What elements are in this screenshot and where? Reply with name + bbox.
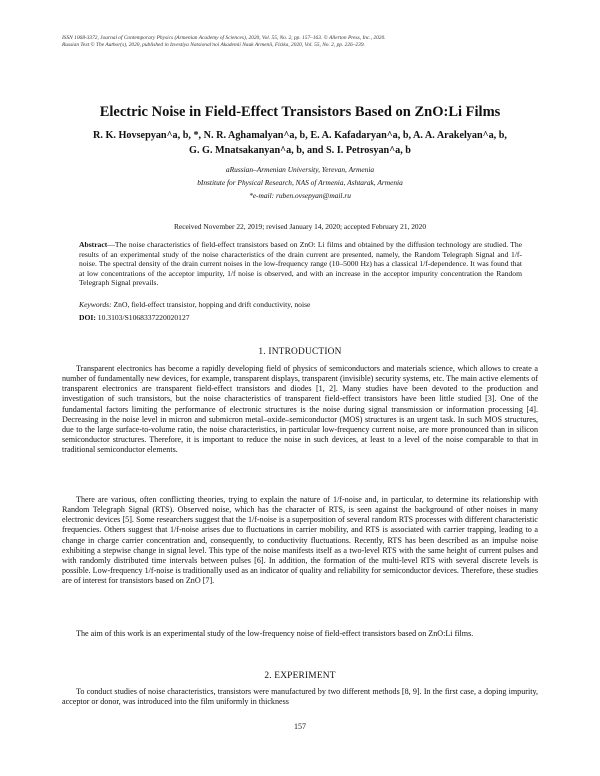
section-title-experiment: 2. EXPERIMENT (264, 671, 336, 681)
affiliation-b: bInstitute for Physical Research, NAS of Armenia, Ashtarak, Armenia (197, 178, 403, 187)
affiliation-a: aRussian–Armenian University, Yerevan, Armenia (225, 165, 375, 174)
paper-title: Electric Noise in Field-Effect Transistors Based on ZnO:Li Films (99, 104, 501, 120)
abstract (79, 240, 522, 288)
received-dates: Received November 22, 2019; revised January 14, 2020; accepted February 21, 2020 (173, 222, 427, 231)
section-title-introduction: 1. INTRODUCTION (258, 347, 342, 357)
intro-paragraph-3: The aim of this work is an experimental study of the low-frequency noise of field-effect transistors based on ZnO:Li films. (76, 629, 474, 638)
intro-paragraph-1: Transparent electronics has become a rapidly developing field of physics of semiconductors and materials science, which allows to create a number of fundamentally new devices, for example, transparent displays, transparent (invisible) security systems, etc. The main active elements of transparent electronics are transparent field-effect transistors and diodes [1, 2]. Many studies have been devoted to the production and investigation of such transistors, but the noise characteristics of transparent field-effect transistors have been little studied [3]. One of the fundamental factors limiting the performance of electronic structures is the noise during signal transmission or information processing [4]. Decreasing in the noise level in micron and submicron metal–oxide–semiconductor (MOS) structures is an urgent task. In such MOS structures, due to the large surface-to-volume ratio, the noise characteristics, in particular low-frequency current noise, are more pronounced than in silicon semiconductor structures. Therefore, it is important to reduce the noise in such devices, at least to a level of the noise comparable to that in traditional semiconductor elements. (62, 364, 538, 455)
author-line-1: R. K. Hovsepyan^a, b, *, N. R. Aghamalyan^a, b, E. A. Kafadaryan^a, b, A. A. Arakelyan^a, b, (93, 130, 507, 141)
abstract-text: —The noise characteristics of field-effect transistors based on ZnO: Li films and obtained by the diffusion technology are studied. The results of an experimental study of the noise characteristics of the drain current are presented, namely, the Random Telegraph Signal and 1/f-noise. The spectral density of the drain current noises in the low-frequency range (10–5000 Hz) has a classical 1/f-dependence. It was found that at low concentrations of the acceptor impurity, 1/f noise is observed, and with an increase in the acceptor impurity concentration the Random Telegraph Signal prevails. (79, 240, 522, 288)
doi-label: DOI: (79, 313, 96, 322)
corresponding-email: *e-mail: ruben.ovsepyan@mail.ru (249, 191, 351, 200)
abstract-label: Abstract (79, 240, 108, 249)
journal-header-line-1: ISSN 1068-3372, Journal of Contemporary Physics (Armenian Academy of Sciences), 2020, Vol. 55, No. 2, pp. 157–163. © Allerton Press, Inc., 2020. (62, 35, 386, 41)
author-line-2: G. G. Mnatsakanyan^a, b, and S. I. Petrosyan^a, b (189, 145, 411, 156)
keywords-text: ZnO, field-effect transistor, hopping and drift conductivity, noise (113, 300, 311, 309)
experiment-paragraph-1: To conduct studies of noise characteristics, transistors were manufactured by two different methods [8, 9]. In the first case, a doping impurity, acceptor or donor, was introduced into the film uniformly in thickness (62, 687, 538, 707)
page-number: 157 (294, 722, 306, 731)
intro-paragraph-2: There are various, often conflicting theories, trying to explain the nature of 1/f-noise and, in particular, to determine its relationship with Random Telegraph Signal (RTS). Observed noise, which has the character of RTS, is seen against the background of other noises in many electronic devices [5]. Some researchers suggest that the 1/f-noise is a superposition of several random RTS processes with different characteristic frequencies. Others suggest that 1/f-noise arises due to fluctuations in carrier mobility, and RTS is associated with carrier trapping, leading to a change in charge carrier concentration and, consequently, to conductivity fluctuations. Recently, RTS has been described as an impulse noise exhibiting a stepwise change in signal level. This type of the noise manifests itself as a two-level RTS with the same height of current pulses and with randomly distributed time intervals between pulses [6]. In addition, the formation of the multi-level RTS with several discrete levels is possible. Low-frequency 1/f-noise is traditionally used as an indicator of quality and reliability for semiconductor devices. Therefore, these studies are of interest for transistors based on ZnO [7]. (62, 495, 538, 586)
doi-text: 10.3103/S1068337220020127 (97, 313, 190, 322)
keywords (79, 300, 522, 309)
doi (79, 313, 522, 322)
keywords-label: Keywords: (79, 300, 112, 309)
journal-header-line-2: Russian Text © The Author(s), 2020, published in Izvestiya Natsional'noi Akademii Nauk Armenii, Fizika, 2020, Vol. 55, No. 2, pp. 226–239. (62, 42, 365, 48)
author-list (60, 128, 540, 158)
